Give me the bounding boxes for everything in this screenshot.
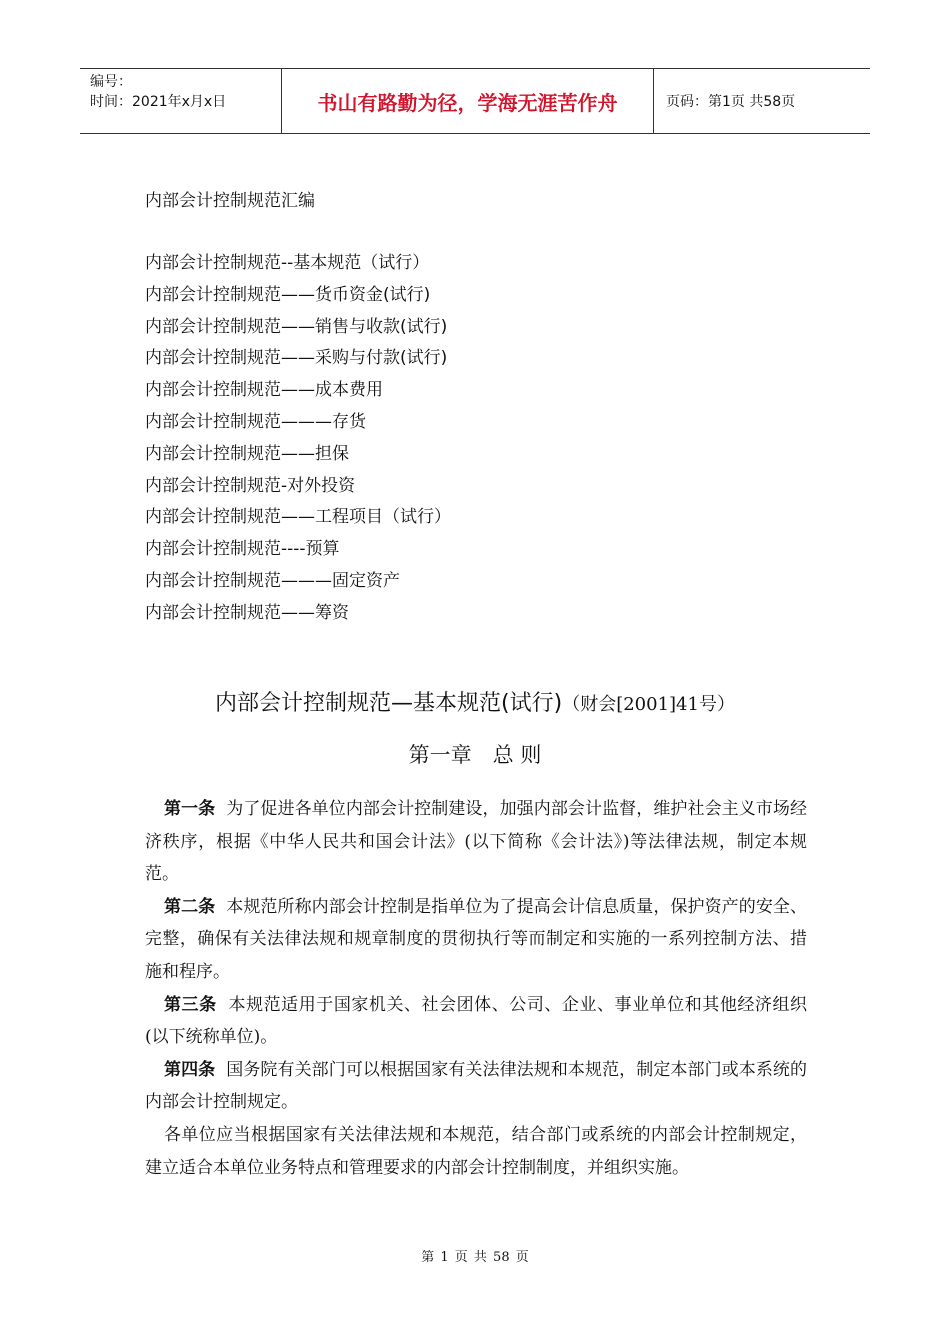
toc-item: 内部会计控制规范——销售与收款(试行) (145, 316, 448, 337)
article-text: 本规范适用于国家机关、社会团体、公司、企业、事业单位和其他经济组织(以下统称单位)。 (145, 994, 808, 1048)
toc-item: 内部会计控制规范——担保 (145, 443, 349, 464)
article-label: 第二条 (164, 896, 216, 917)
toc-item: 内部会计控制规范--基本规范（试行） (145, 253, 430, 273)
document-title (80, 688, 870, 721)
header-motto: 书山有路勤为径，学海无涯苦作舟 (282, 69, 654, 133)
article-text: 国务院有关部门可以根据国家有关法律法规和本规范，制定本部门或本系统的内部会计控制规定。 (145, 1059, 808, 1113)
article-text: 本规范所称内部会计控制是指单位为了提高会计信息质量，保护资产的安全、完整，确保有关法律法规和规章制度的贯彻执行等而制定和实施的一系列控制方法、措施和程序。 (145, 896, 808, 982)
document-body (145, 793, 807, 1184)
table-of-contents (145, 186, 845, 630)
article-paragraph (145, 989, 807, 1054)
article-paragraph (145, 891, 807, 989)
time-label: 时间：2021年x月x日 (90, 94, 227, 110)
toc-item: 内部会计控制规范———固定资产 (145, 570, 400, 591)
toc-item: 内部会计控制规范———存货 (145, 411, 366, 432)
toc-title: 内部会计控制规范汇编 (145, 191, 315, 211)
toc-item: 内部会计控制规范——成本费用 (145, 380, 383, 401)
article-label: 第一条 (164, 799, 216, 819)
toc-item: 内部会计控制规范——工程项目（试行） (145, 507, 451, 528)
header-meta (80, 69, 282, 133)
article-paragraph (145, 793, 807, 891)
document-number: （财会[2001]41号） (562, 694, 735, 715)
header-page-info: 页码：第1页 共58页 (666, 94, 796, 110)
toc-item: 内部会计控制规范——货币资金(试行) (145, 284, 431, 305)
article-label: 第三条 (164, 994, 217, 1015)
article-text: 为了促进各单位内部会计控制建设，加强内部会计监督，维护社会主义市场经济秩序，根据《中华人民共和国会计法》(以下简称《会计法》)等法律法规，制定本规范。 (145, 799, 808, 885)
serial-number-label: 编号： (90, 74, 132, 90)
article-label: 第四条 (164, 1059, 216, 1080)
document-title-text: 内部会计控制规范—基本规范(试行) (215, 691, 563, 716)
chapter-heading: 第一章 总 则 (408, 743, 542, 767)
article-paragraph (145, 1054, 807, 1119)
toc-item: 内部会计控制规范——采购与付款(试行) (145, 348, 448, 369)
body-paragraph: 各单位应当根据国家有关法律法规和本规范，结合部门或系统的内部会计控制规定，建立适合本单位业务特点和管理要求的内部会计控制制度，并组织实施。 (145, 1124, 807, 1178)
toc-item: 内部会计控制规范——筹资 (145, 602, 349, 623)
toc-item: 内部会计控制规范-对外投资 (145, 475, 356, 496)
page-header (80, 68, 870, 134)
toc-item: 内部会计控制规范----预算 (145, 539, 340, 560)
page-footer: 第 1 页 共 58 页 (421, 1250, 529, 1265)
